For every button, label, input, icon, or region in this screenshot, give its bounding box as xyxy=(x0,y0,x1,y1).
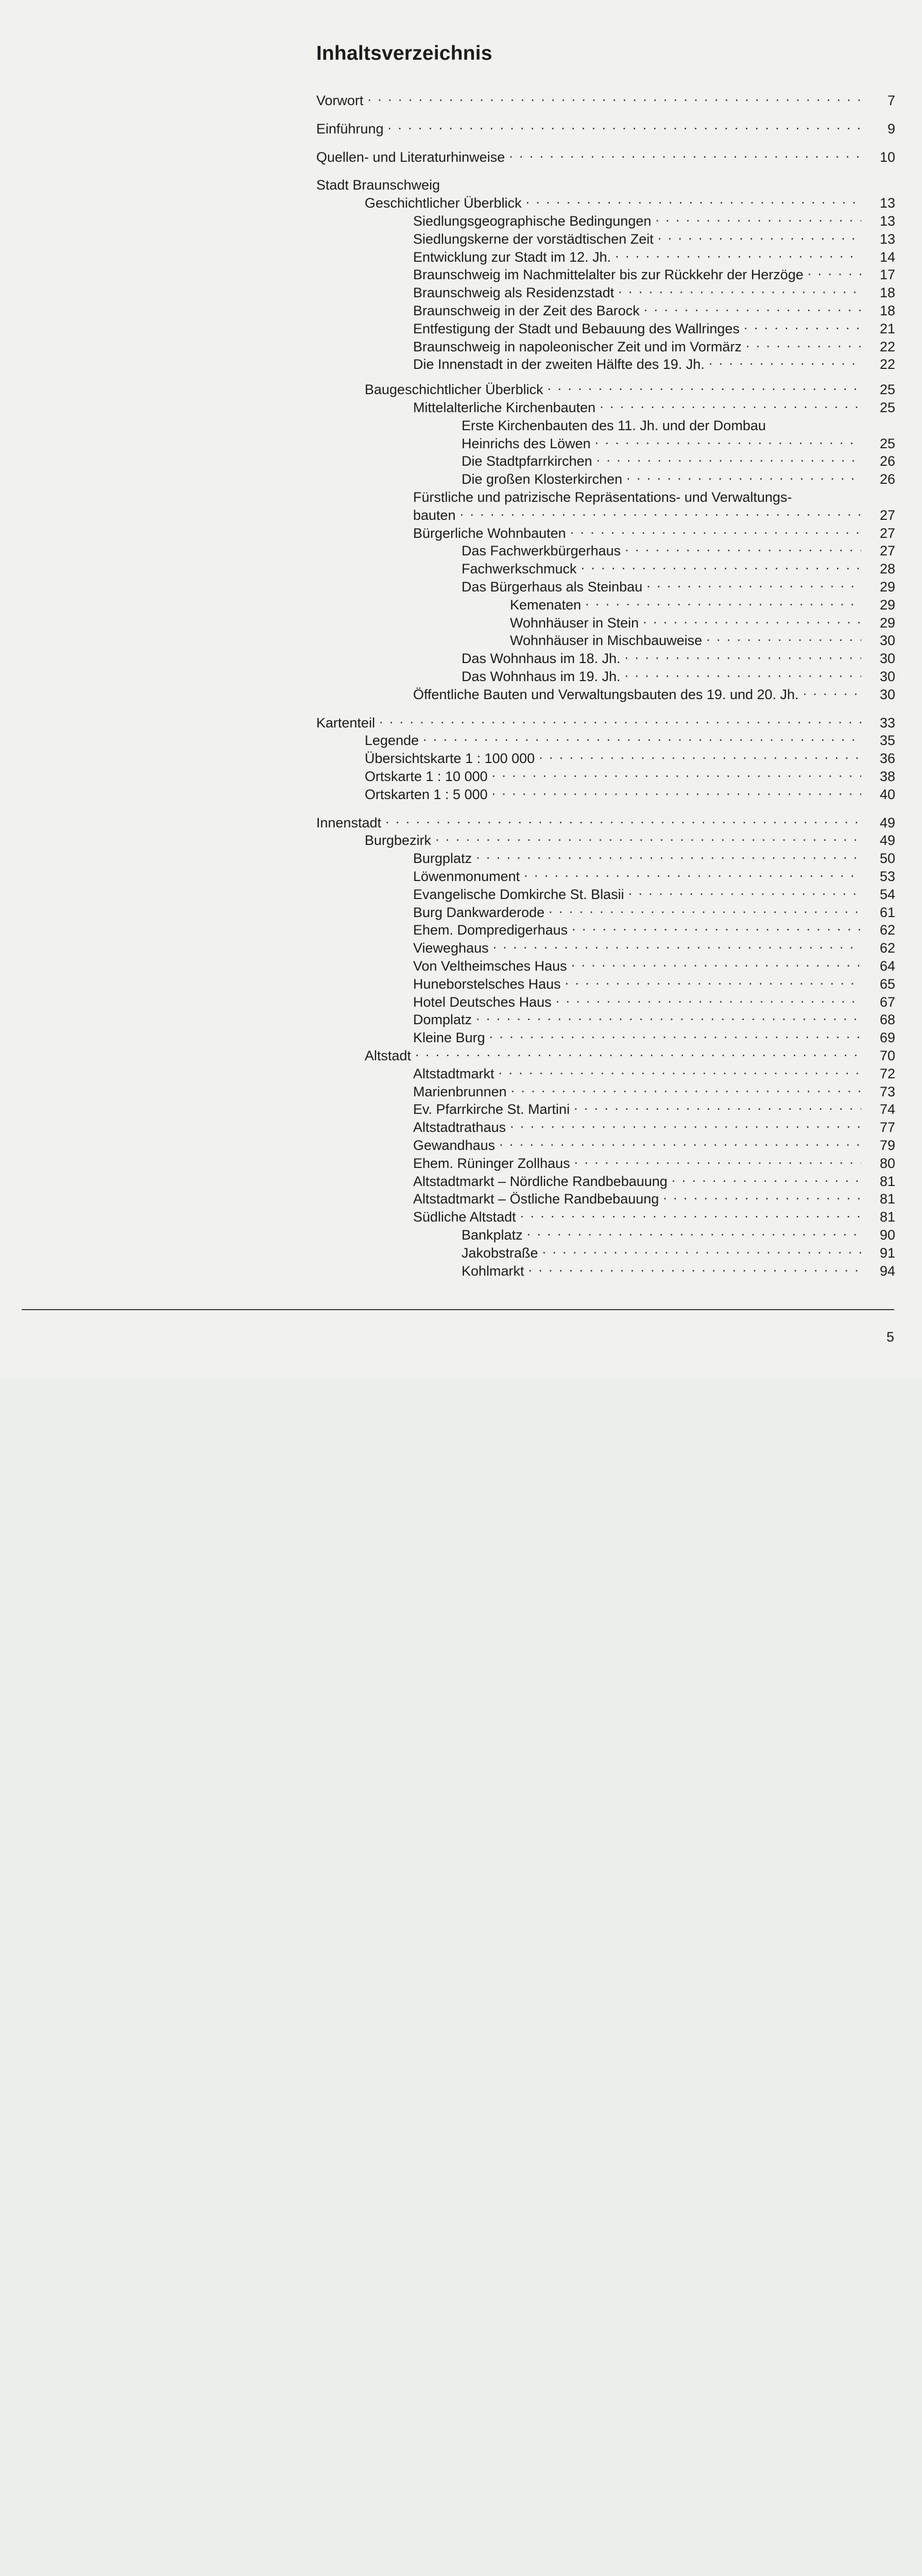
toc-entry-title: Löwenmonument xyxy=(413,868,522,885)
toc-entry-page: 36 xyxy=(879,751,895,767)
toc-entry-page: 30 xyxy=(879,633,895,649)
toc-entry xyxy=(413,682,895,702)
toc-entry xyxy=(462,466,895,487)
toc-entry-page: 61 xyxy=(879,904,895,920)
toc-entry-page: 79 xyxy=(879,1138,895,1153)
toc-entry-title: Die Innenstadt in der zweiten Hälfte des 19. Jh. xyxy=(413,355,707,373)
toc-entry xyxy=(413,917,895,938)
toc-entry xyxy=(413,989,895,1010)
toc-entry-title: Das Fachwerkbürgerhaus xyxy=(462,542,623,560)
toc-entry-page: 29 xyxy=(879,615,895,631)
toc-entry-title: Burg Dankwarderode xyxy=(413,904,547,921)
toc-entry xyxy=(413,863,895,884)
toc-entry-title: Baugeschichtlicher Überblick xyxy=(365,381,545,398)
toc-entry-page: 35 xyxy=(879,733,895,749)
toc-dot-leader xyxy=(490,764,861,781)
toc-entry-title: Kohlmarkt xyxy=(462,1262,526,1280)
toc-entry-page: 81 xyxy=(879,1173,895,1189)
toc-entry-page: 13 xyxy=(879,213,895,229)
toc-entry-page: 27 xyxy=(879,507,895,523)
page-number: 5 xyxy=(886,1329,894,1345)
toc-entry-page: 50 xyxy=(879,851,895,867)
toc-entry-title: Ortskarte 1 : 10 000 xyxy=(365,768,490,785)
toc-entry-title: Altstadtrathaus xyxy=(413,1118,508,1136)
toc-entry-title: Öffentliche Bauten und Verwaltungsbauten des 19. und 20. Jh. xyxy=(413,686,801,703)
toc-entry xyxy=(413,935,895,956)
toc-dot-leader xyxy=(742,316,861,333)
toc-entry-title: Erste Kirchenbauten des 11. Jh. und der Dombau xyxy=(462,417,768,434)
toc-entry-page: 27 xyxy=(879,543,895,559)
toc-entry-page: 53 xyxy=(879,869,895,884)
toc-entry-title: Domplatz xyxy=(413,1011,474,1028)
toc-entry xyxy=(462,574,895,595)
toc-entry-page: 74 xyxy=(879,1101,895,1117)
toc-dot-leader xyxy=(653,208,861,226)
toc-dot-leader xyxy=(623,646,861,663)
toc-entry xyxy=(413,1007,895,1028)
toc-entry-title: Burgbezirk xyxy=(365,832,433,849)
toc-entry-page: 25 xyxy=(879,400,895,415)
toc-dot-leader xyxy=(597,395,861,412)
toc-dot-leader xyxy=(497,1132,861,1150)
toc-dot-leader xyxy=(623,538,861,555)
toc-dot-leader xyxy=(507,144,861,162)
toc-entry-page: 13 xyxy=(879,195,895,211)
toc-entry-title: Gewandhaus xyxy=(413,1137,497,1154)
toc-entry xyxy=(365,190,895,211)
toc-entry xyxy=(413,900,895,920)
toc-dot-leader xyxy=(579,556,861,573)
toc-dot-leader xyxy=(490,782,861,799)
toc-entry-title: Ehem. Dompredigerhaus xyxy=(413,921,570,939)
toc-entry xyxy=(316,710,895,731)
toc-entry xyxy=(462,1222,895,1243)
toc-entry-title: Vorwort xyxy=(316,92,366,109)
toc-entry-title: Altstadtmarkt xyxy=(413,1065,497,1082)
toc-entry xyxy=(316,144,895,165)
toc-entry xyxy=(316,116,895,137)
toc-entry-title: Ortskarten 1 : 5 000 xyxy=(365,786,490,803)
toc-entry-page: 26 xyxy=(879,471,895,487)
toc-entry-page: 54 xyxy=(879,886,895,902)
toc-entry-page: 30 xyxy=(879,686,895,702)
toc-entry-title: bauten xyxy=(413,506,458,524)
toc-dot-leader xyxy=(366,88,861,105)
toc-entry-title: Braunschweig als Residenzstadt xyxy=(413,284,616,301)
toc-dot-leader xyxy=(377,710,861,727)
toc-dot-leader xyxy=(572,1150,861,1168)
toc-dot-leader xyxy=(497,1061,861,1078)
toc-entry-page: 91 xyxy=(879,1245,895,1261)
toc-dot-leader xyxy=(656,226,861,244)
toc-dot-leader xyxy=(554,989,861,1007)
toc-entry-page: 40 xyxy=(879,786,895,802)
toc-entry-title: Das Wohnhaus im 18. Jh. xyxy=(462,650,623,667)
toc-entry-page: 64 xyxy=(879,958,895,974)
toc-entry xyxy=(413,1061,895,1081)
toc-entry xyxy=(365,377,895,398)
toc-entry xyxy=(413,351,895,372)
toc-entry-page: 27 xyxy=(879,525,895,541)
toc-entry-title: Südliche Altstadt xyxy=(413,1208,518,1226)
toc-entry-page: 22 xyxy=(879,357,895,372)
toc-entry-title: Übersichtskarte 1 : 100 000 xyxy=(365,750,537,767)
toc-dot-leader xyxy=(458,502,861,520)
toc-entry-title: Quellen- und Literaturhinweise xyxy=(316,148,507,166)
toc-entry-title: Kemenaten xyxy=(510,596,583,614)
toc-entry-page: 65 xyxy=(879,976,895,992)
toc-entry-title: Kartenteil xyxy=(316,714,377,732)
toc-entry-page: 28 xyxy=(879,561,895,577)
toc-dot-leader xyxy=(386,116,861,133)
toc-dot-leader xyxy=(518,1204,861,1222)
toc-dot-leader xyxy=(613,244,861,262)
toc-entry xyxy=(413,953,895,974)
toc-entry-title: Mittelalterliche Kirchenbauten xyxy=(413,399,597,416)
toc-dot-leader xyxy=(491,935,861,953)
toc-entry-page: 29 xyxy=(879,579,895,595)
toc-entry-page: 7 xyxy=(887,93,895,108)
toc-dot-leader xyxy=(509,1079,861,1096)
toc-dot-leader xyxy=(474,1007,861,1024)
toc-entry xyxy=(413,1150,895,1171)
toc-entry-title: Fürstliche und patrizische Repräsentations- und Verwaltungs- xyxy=(413,488,794,506)
toc-entry xyxy=(413,845,895,867)
toc-entry xyxy=(413,298,895,318)
toc-dot-leader xyxy=(569,953,861,971)
toc-entry-page: 17 xyxy=(879,267,895,283)
toc-dot-leader xyxy=(616,280,861,297)
toc-entry-title: Wohnhäuser in Mischbauweise xyxy=(510,632,704,649)
toc-entry-title: Braunschweig in napoleonischer Zeit und im Vormärz xyxy=(413,338,744,355)
toc-dot-leader xyxy=(806,262,861,279)
toc-entry-page: 38 xyxy=(879,769,895,784)
toc-dot-leader xyxy=(583,592,861,609)
toc-entry-page: 94 xyxy=(879,1263,895,1279)
toc-entry-title: Evangelische Domkirche St. Blasii xyxy=(413,886,626,903)
page-title: Inhaltsverzeichnis xyxy=(316,42,492,64)
toc-dot-leader xyxy=(644,574,861,591)
toc-entry-page: 18 xyxy=(879,285,895,301)
toc-dot-leader xyxy=(537,745,861,763)
toc-entry-title: Siedlungsgeographische Bedingungen xyxy=(413,212,653,230)
toc-entry-page: 25 xyxy=(879,382,895,398)
toc-dot-leader xyxy=(623,664,861,681)
toc-entry-page: 72 xyxy=(879,1065,895,1081)
toc-entry xyxy=(413,280,895,301)
toc-entry-title: Heinrichs des Löwen xyxy=(462,435,593,452)
toc-dot-leader xyxy=(524,190,861,208)
toc-dot-leader xyxy=(540,1240,861,1258)
toc-entry xyxy=(365,827,895,849)
toc-entry xyxy=(510,592,895,613)
toc-dot-leader xyxy=(641,610,861,628)
toc-entry xyxy=(413,226,895,247)
toc-entry-title: Stadt Braunschweig xyxy=(316,176,442,194)
toc-dot-leader xyxy=(593,431,861,448)
toc-entry-title: Kleine Burg xyxy=(413,1029,487,1046)
toc-dot-leader xyxy=(594,448,861,466)
toc-entry-page: 80 xyxy=(879,1155,895,1171)
toc-entry-page: 25 xyxy=(879,435,895,451)
toc-entry xyxy=(462,1240,895,1261)
toc-dot-leader xyxy=(642,298,861,315)
toc-entry xyxy=(462,538,895,559)
toc-dot-leader xyxy=(572,1096,861,1114)
toc-entry xyxy=(413,882,895,902)
toc-entry-page: 69 xyxy=(879,1030,895,1046)
toc-entry xyxy=(316,810,895,831)
toc-entry-title: Die Stadtpfarrkirchen xyxy=(462,452,594,470)
toc-dot-leader xyxy=(794,484,861,502)
toc-entry xyxy=(462,1258,895,1279)
toc-entry-page: 29 xyxy=(879,597,895,613)
toc-entry xyxy=(510,628,895,649)
toc-entry xyxy=(462,556,895,577)
toc-entry-title: Vieweghaus xyxy=(413,939,491,957)
toc-entry xyxy=(462,448,895,469)
toc-entry xyxy=(413,1204,895,1225)
toc-entry xyxy=(316,172,895,193)
toc-entry-page: 21 xyxy=(879,320,895,336)
toc-entry xyxy=(462,664,895,684)
toc-entry-title: Einführung xyxy=(316,120,386,138)
toc-entry-title: Jakobstraße xyxy=(462,1244,540,1262)
toc-entry-page: 73 xyxy=(879,1083,895,1099)
toc-entry xyxy=(413,484,895,505)
toc-entry xyxy=(413,1079,895,1099)
toc-entry-page: 13 xyxy=(879,231,895,247)
toc-entry-page: 49 xyxy=(879,815,895,831)
toc-dot-leader xyxy=(383,810,861,827)
toc-entry-title: Altstadt xyxy=(365,1047,413,1064)
toc-entry-page: 90 xyxy=(879,1227,895,1243)
toc-entry-title: Burgplatz xyxy=(413,850,474,867)
toc-entry-title: Ehem. Rüninger Zollhaus xyxy=(413,1155,572,1172)
toc-entry-title: Wohnhäuser in Stein xyxy=(510,614,641,632)
toc-entry xyxy=(365,727,895,749)
toc-entry-title: Das Bürgerhaus als Steinbau xyxy=(462,578,644,596)
toc-entry xyxy=(316,88,895,108)
toc-dot-leader xyxy=(442,172,861,190)
toc-entry-title: Huneborstelsches Haus xyxy=(413,975,563,993)
toc-entry-page: 30 xyxy=(879,669,895,684)
toc-entry-page: 70 xyxy=(879,1048,895,1063)
toc-dot-leader xyxy=(545,377,861,394)
toc-entry xyxy=(413,1168,895,1189)
toc-entry-page: 49 xyxy=(879,833,895,849)
toc-entry xyxy=(510,610,895,631)
toc-entry-page: 33 xyxy=(879,715,895,731)
toc-entry xyxy=(413,1132,895,1153)
toc-dot-leader xyxy=(801,682,861,699)
toc-entry xyxy=(365,782,895,802)
toc-entry-title: Bürgerliche Wohnbauten xyxy=(413,524,568,542)
toc-entry xyxy=(365,745,895,767)
toc-entry-title: Legende xyxy=(365,732,421,749)
toc-dot-leader xyxy=(413,1043,861,1060)
toc-entry xyxy=(462,646,895,667)
toc-dot-leader xyxy=(421,727,861,745)
toc-entry xyxy=(413,316,895,336)
toc-entry-page: 18 xyxy=(879,303,895,318)
toc-entry-page: 67 xyxy=(879,994,895,1010)
toc-entry-page: 62 xyxy=(879,940,895,956)
toc-dot-leader xyxy=(547,900,861,917)
toc-dot-leader xyxy=(661,1186,861,1204)
toc-entry xyxy=(462,413,895,433)
toc-dot-leader xyxy=(707,351,861,369)
toc-entry-title: Siedlungskerne der vorstädtischen Zeit xyxy=(413,230,656,248)
toc-entry-title: Braunschweig im Nachmittelalter bis zur Rückkehr der Herzöge xyxy=(413,266,806,283)
toc-entry-page: 62 xyxy=(879,922,895,938)
toc-entry-page: 30 xyxy=(879,651,895,667)
toc-entry-title: Hotel Deutsches Haus xyxy=(413,993,554,1011)
toc-entry xyxy=(365,764,895,784)
toc-entry-title: Ev. Pfarrkirche St. Martini xyxy=(413,1100,572,1118)
toc-dot-leader xyxy=(570,917,861,935)
toc-dot-leader xyxy=(563,971,861,989)
toc-entry xyxy=(413,971,895,992)
toc-entry-page: 22 xyxy=(879,338,895,354)
toc-entry-title: Das Wohnhaus im 19. Jh. xyxy=(462,668,623,685)
toc-dot-leader xyxy=(525,1222,861,1240)
toc-entry-page: 68 xyxy=(879,1012,895,1028)
toc-dot-leader xyxy=(522,863,861,881)
toc-dot-leader xyxy=(626,882,861,899)
viewer-footer xyxy=(0,1378,922,1444)
toc-dot-leader xyxy=(768,413,861,430)
toc-entry-title: Entfestigung der Stadt und Bebauung des Wallringes xyxy=(413,320,742,337)
toc-dot-leader xyxy=(474,845,861,863)
toc-entry xyxy=(462,431,895,451)
toc-entry xyxy=(365,1043,895,1063)
toc-entry-title: Innenstadt xyxy=(316,814,383,832)
toc-entry xyxy=(413,1114,895,1136)
toc-entry xyxy=(413,1096,895,1117)
toc-entry-page: 10 xyxy=(879,149,895,165)
toc-entry xyxy=(413,334,895,354)
toc-dot-leader xyxy=(744,334,861,351)
toc-entry xyxy=(413,520,895,541)
toc-entry-title: Fachwerkschmuck xyxy=(462,560,579,578)
toc-entry-title: Von Veltheimsches Haus xyxy=(413,957,569,975)
toc-entry xyxy=(413,262,895,283)
toc-entry xyxy=(413,1186,895,1207)
toc-entry-title: Entwicklung zur Stadt im 12. Jh. xyxy=(413,248,613,266)
toc-dot-leader xyxy=(487,1025,861,1042)
toc-entry-page: 26 xyxy=(879,453,895,469)
toc-dot-leader xyxy=(670,1168,861,1186)
toc-dot-leader xyxy=(433,827,861,845)
footer-rule xyxy=(22,1309,894,1310)
toc-entry-title: Bankplatz xyxy=(462,1226,525,1244)
toc-entry-title: Altstadtmarkt – Östliche Randbebauung xyxy=(413,1190,661,1208)
toc-entry-title: Altstadtmarkt – Nördliche Randbebauung xyxy=(413,1173,670,1190)
toc-entry-page: 81 xyxy=(879,1191,895,1207)
toc-dot-leader xyxy=(624,466,861,484)
toc-entry-title: Braunschweig in der Zeit des Barock xyxy=(413,302,642,319)
toc-dot-leader xyxy=(526,1258,861,1276)
toc-entry-page: 9 xyxy=(887,121,895,137)
toc-entry-title: Die großen Klosterkirchen xyxy=(462,470,624,488)
toc-entry-page: 81 xyxy=(879,1209,895,1225)
toc-entry xyxy=(413,395,895,415)
toc-dot-leader xyxy=(508,1114,861,1132)
toc-entry xyxy=(413,208,895,229)
toc-entry xyxy=(413,244,895,265)
toc-entry-title: Marienbrunnen xyxy=(413,1083,509,1100)
toc-entry xyxy=(413,502,895,523)
toc-dot-leader xyxy=(704,628,861,645)
toc-entry xyxy=(413,1025,895,1046)
toc-entry-page: 14 xyxy=(879,249,895,265)
toc-entry-title: Geschichtlicher Überblick xyxy=(365,194,524,212)
toc-entry-page: 77 xyxy=(879,1120,895,1136)
toc-dot-leader xyxy=(568,520,861,538)
